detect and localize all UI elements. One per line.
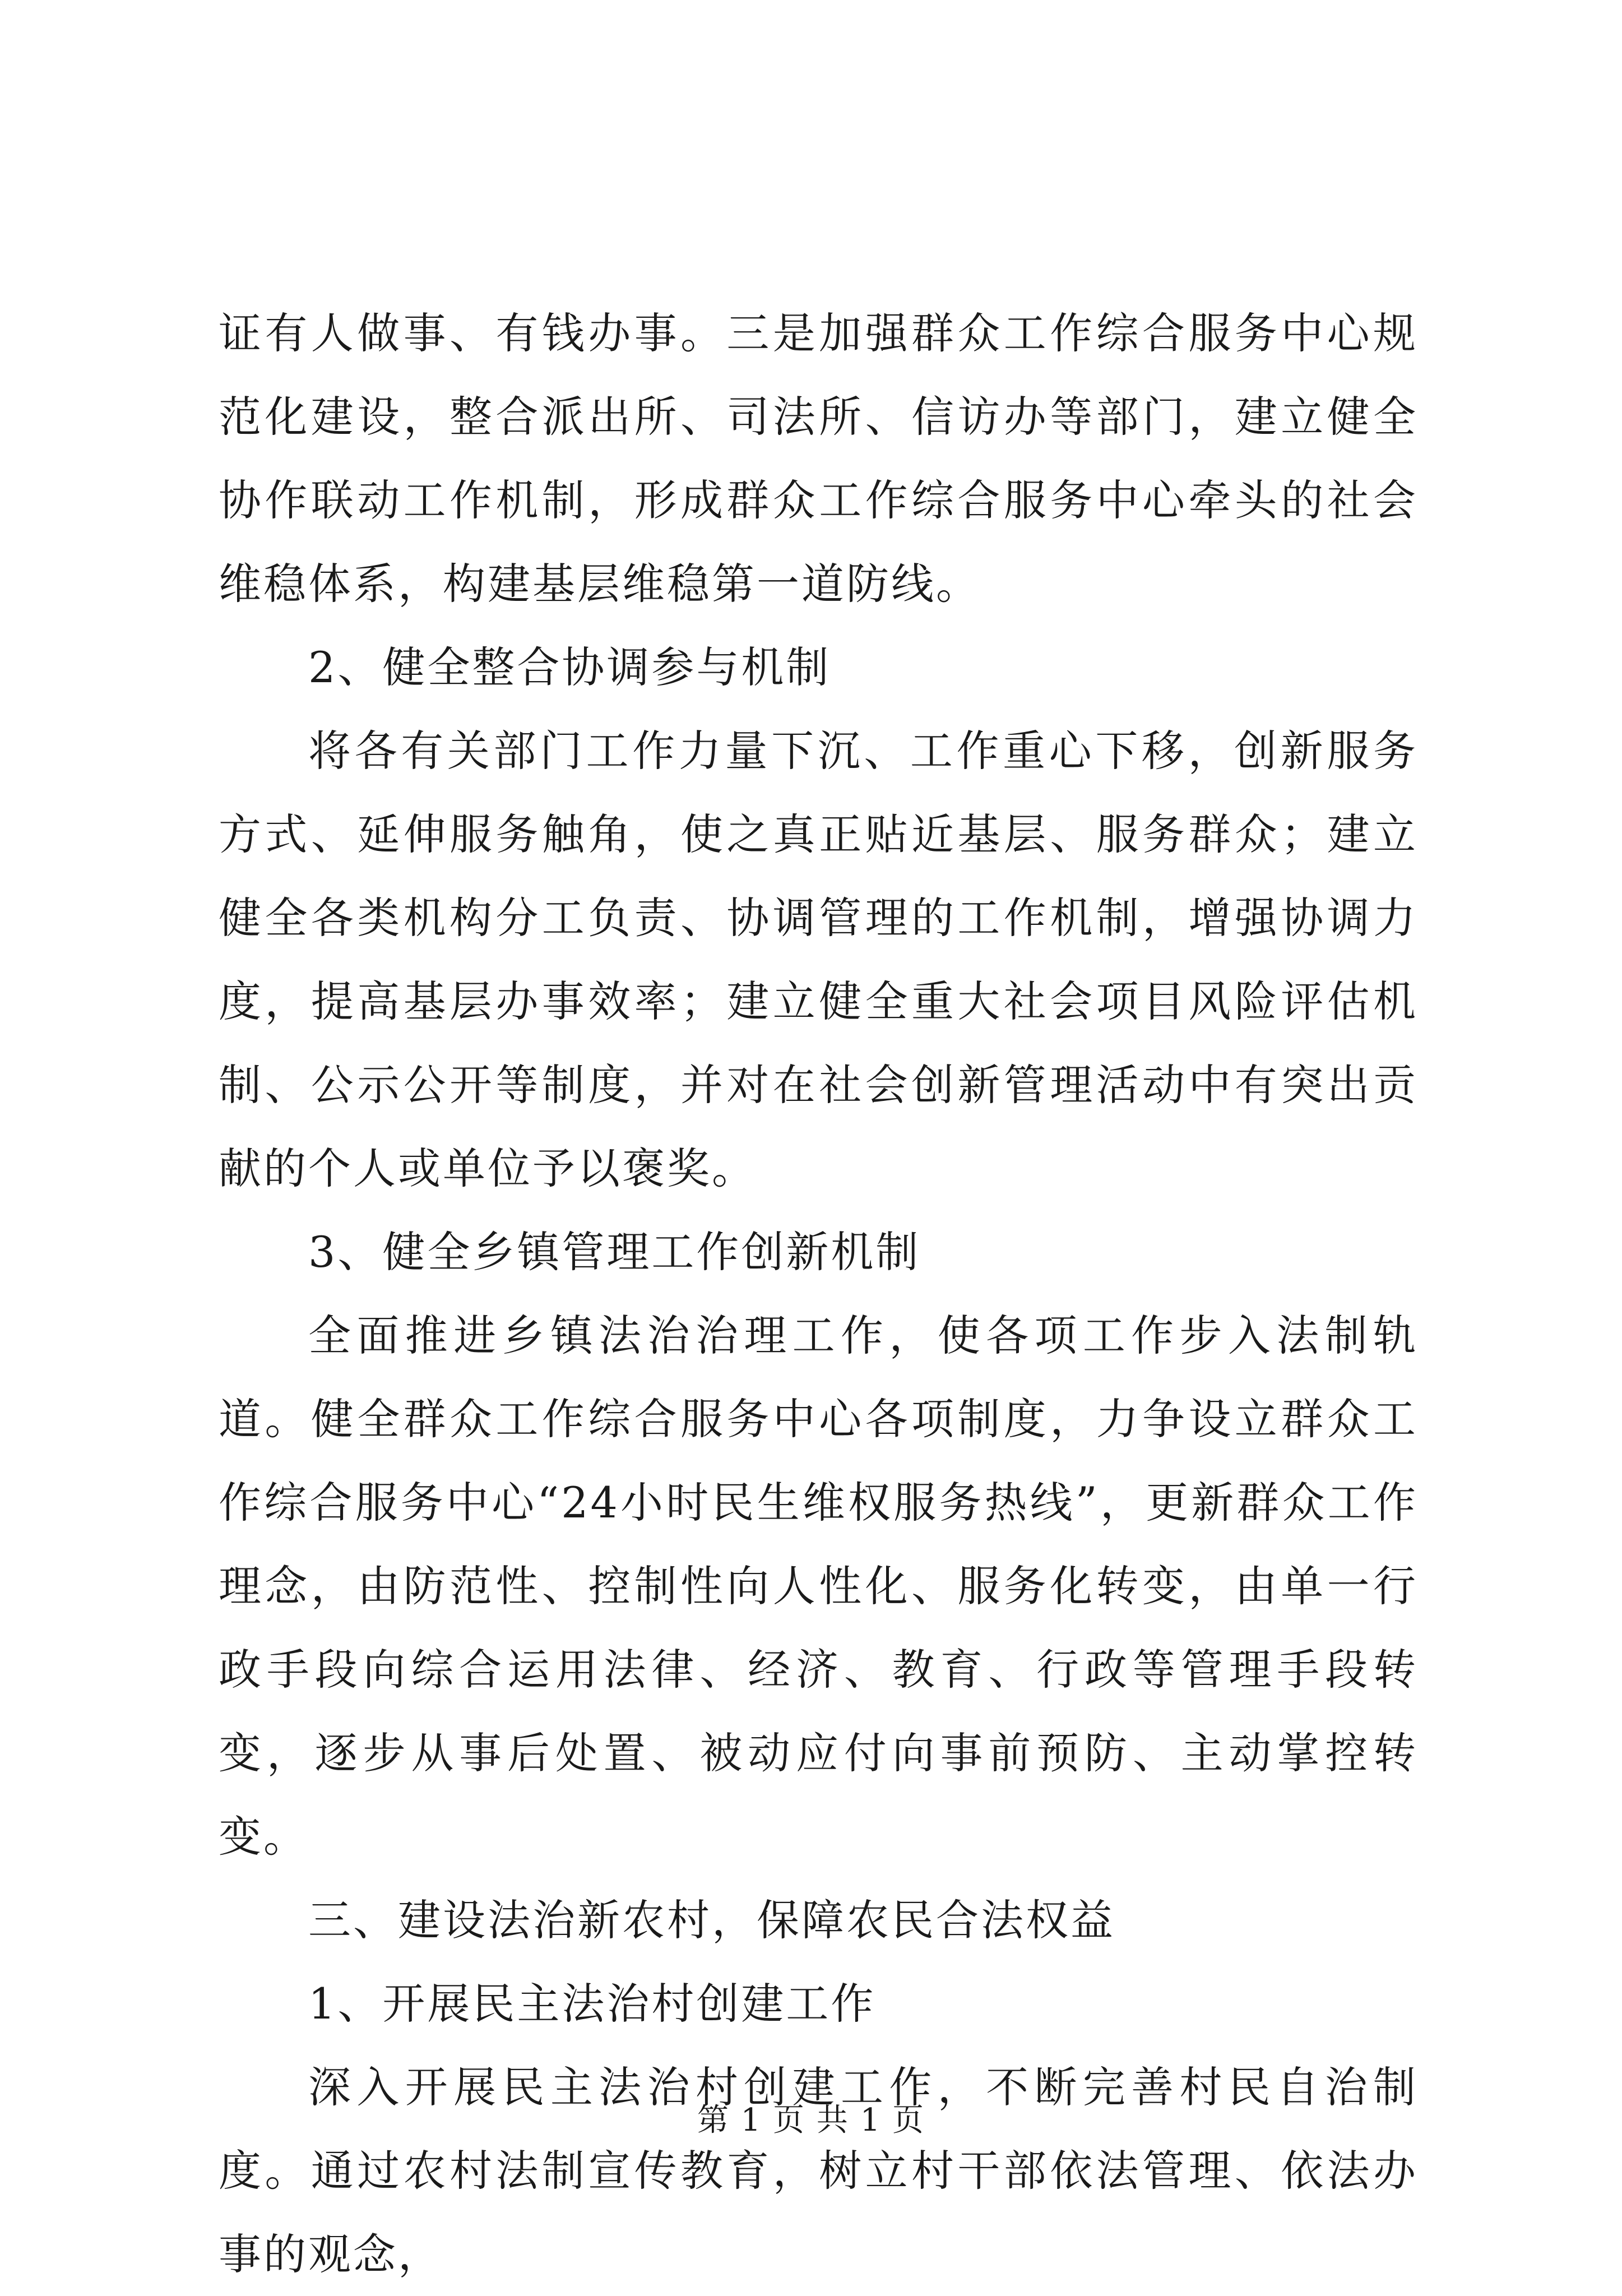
section-heading: 1、开展民主法治村创建工作 bbox=[308, 1979, 876, 2029]
chapter-heading: 三、建设法治新农村，保障农民合法权益 bbox=[308, 1895, 1115, 1945]
body-paragraph: 全面推进乡镇法治治理工作，使各项工作步入法制轨道。健全群众工作综合服务中心各项制度，力争设立群众工作综合服务中心“24小时民生维权服务热线”，更新群众工作理念，由防范性、控制性向人性化、服务化转变，由单一行政手段向综合运用法律、经济、教育、行政等管理手段转变，逐步从事后处置、被动应付向事前预防、主动掌控转变。 bbox=[219, 1311, 1418, 1862]
document-body bbox=[219, 291, 1418, 2296]
body-paragraph: 深入开展民主法治村创建工作，不断完善村民自治制度。通过农村法制宣传教育，树立村干部依法管理、依法办事的观念， bbox=[219, 2062, 1418, 2279]
body-paragraph: 将各有关部门工作力量下沉、工作重心下移，创新服务方式、延伸服务触角，使之真正贴近基层、服务群众；建立健全各类机构分工负责、协调管理的工作机制，增强协调力度，提高基层办事效率；建立健全重大社会项目风险评估机制、公示公开等制度，并对在社会创新管理活动中有突出贡献的个人或单位予以褒奖。 bbox=[219, 726, 1418, 1193]
paragraph-continuation: 证有人做事、有钱办事。三是加强群众工作综合服务中心规范化建设，整合派出所、司法所、信访办等部门，建立健全协作联动工作机制，形成群众工作综合服务中心牵头的社会维稳体系，构建基层维稳第一道防线。 bbox=[219, 308, 1418, 609]
section-heading: 3、健全乡镇管理工作创新机制 bbox=[308, 1227, 921, 1277]
page-footer: 第 1 页 共 1 页 bbox=[697, 2102, 925, 2138]
section-heading: 2、健全整合协调参与机制 bbox=[308, 642, 831, 692]
